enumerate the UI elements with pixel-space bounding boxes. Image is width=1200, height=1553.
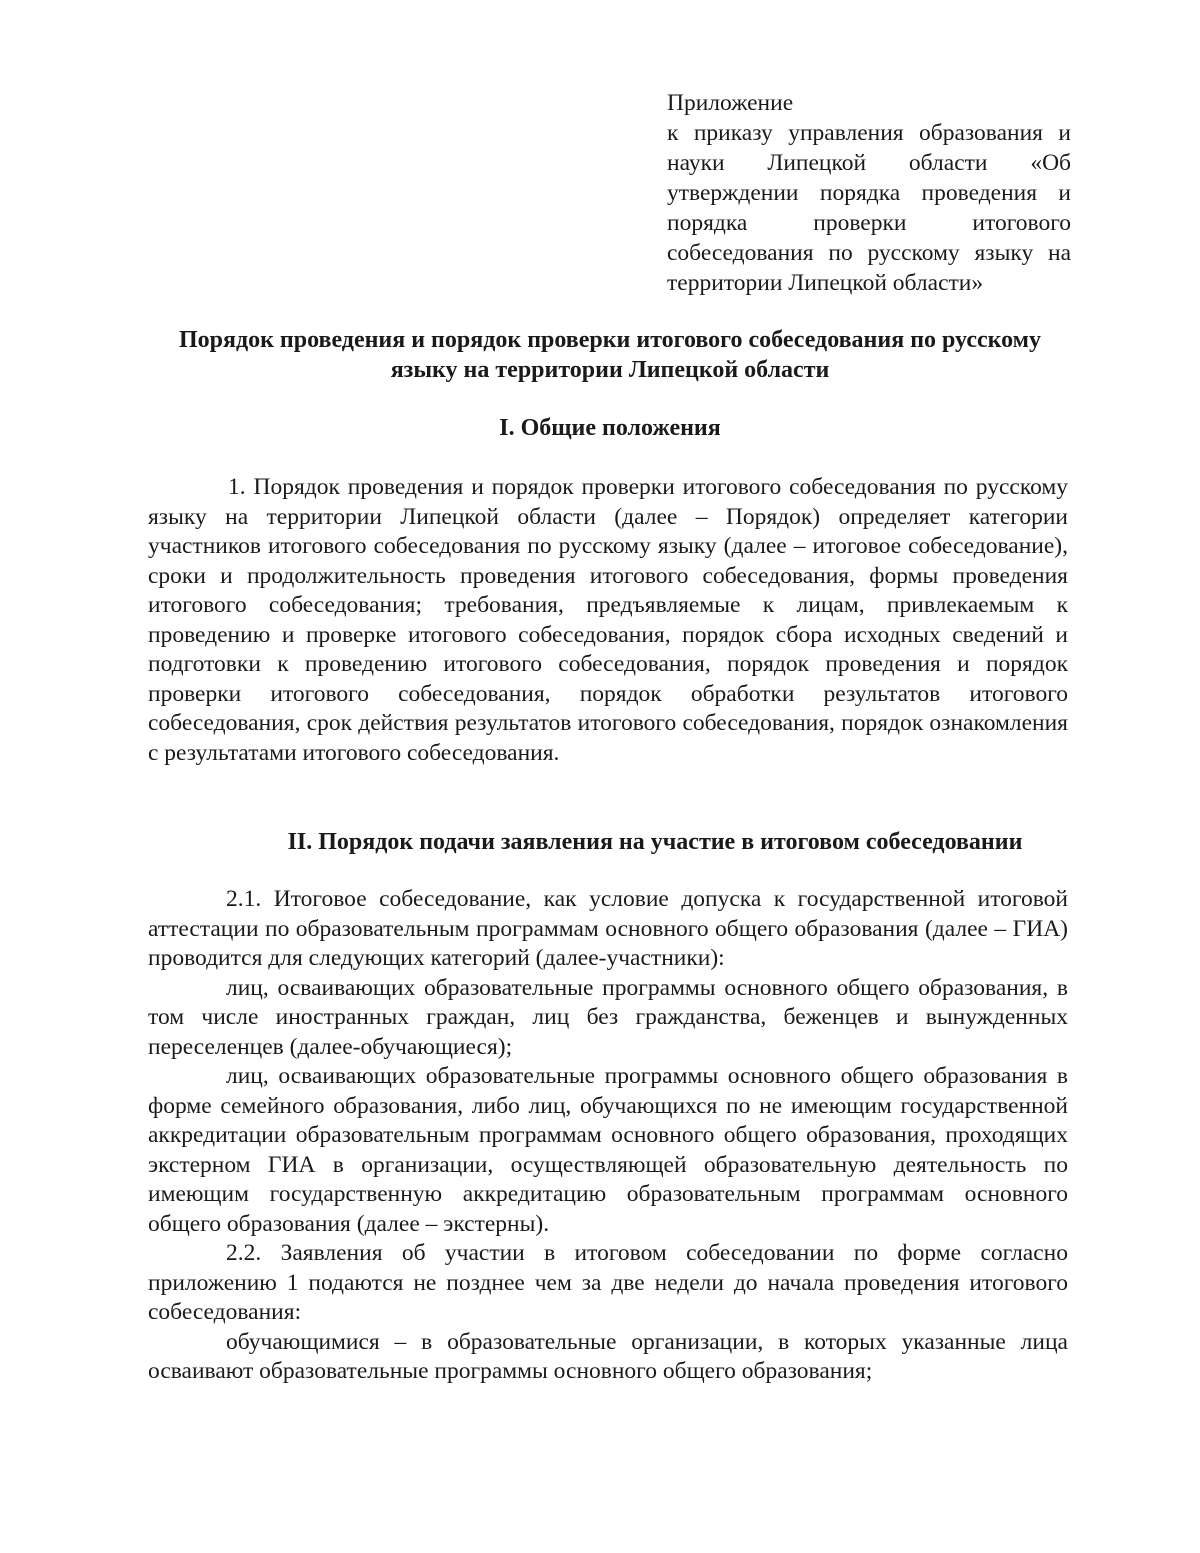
section-body-application (148, 885, 1068, 1387)
paragraph: лиц, осваивающих образовательные программы основного общего образования, в том числе иностранных граждан, лиц без гражданства, беженцев и вынужденных переселенцев (далее-обучающиеся); (148, 974, 1068, 1060)
section-heading-general: I. Общие положения (499, 415, 721, 441)
appendix-caption: Приложение (667, 90, 794, 116)
paragraph: 1. Порядок проведения и порядок проверки итогового собеседования по русскому языку на территории Липецкой области (далее – Порядок) определяет категории участников итогового собеседования по русскому языку (далее – итоговое собеседование), сроки и продолжительность проведения итогового собеседования, формы проведения итогового собеседования; требования, предъявляемые к лицам, привлекаемым к проведению и проверке итогового собеседования, порядок сбора исходных сведений и подготовки к проведению итогового собеседования, порядок проведения и порядок проверки итогового собеседования, порядок обработки результатов итогового собеседования, срок действия результатов итогового собеседования, порядок ознакомления с результатами итогового собеседования. (148, 474, 1068, 766)
appendix-block (667, 88, 1071, 298)
appendix-text: к приказу управления образования и науки Липецкой области «Об утверждении порядка проведения и порядка проверки итогового собеседования по русскому языку на территории Липецкой области» (667, 120, 1071, 296)
section-body-general (148, 473, 1068, 768)
document-title: Порядок проведения и порядок проверки итогового собеседования по русскому языку на территории Липецкой области (178, 327, 1042, 383)
paragraph: 2.2. Заявления об участии в итоговом собеседовании по форме согласно приложению 1 подаются не позднее чем за две недели до начала проведения итогового собеседования: (148, 1240, 1068, 1325)
paragraph: 2.1. Итоговое собеседование, как условие допуска к государственной итоговой аттестации по образовательным программам основного общего образования (далее – ГИА) проводится для следующих категорий (далее-участники): (148, 886, 1068, 971)
paragraph: лиц, осваивающих образовательные программы основного общего образования в форме семейного образования, либо лиц, обучающихся по не имеющим государственной аккредитации образовательным программам основного общего образования, проходящих экстерном ГИА в организации, осуществляющей образовательную деятельность по имеющим государственную аккредитацию образовательным программам основного общего образования (далее – экстерны). (148, 1063, 1068, 1237)
paragraph: обучающимися – в образовательные организации, в которых указанные лица осваивают образовательные программы основного общего образования; (148, 1328, 1068, 1384)
section-heading-application: II. Порядок подачи заявления на участие в итоговом собеседовании (287, 829, 1023, 855)
